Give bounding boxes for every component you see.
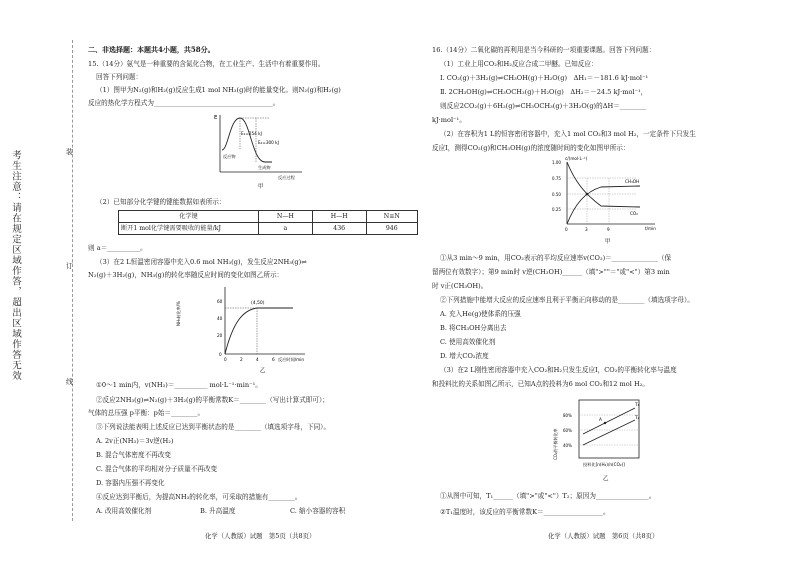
x-tick: 0 <box>224 357 227 362</box>
q16-sub3: ①从图中可知，T₁______（填">"或"<"）T₂；原因为________________。 <box>440 492 656 500</box>
option-b: B. 将CH₃OH分离出去 <box>440 324 507 332</box>
option-a: A. 改用高效催化剂 <box>96 507 152 515</box>
e1-label: E₁=254 kJ <box>241 131 262 136</box>
q15-intro: 回答下列问题： <box>96 73 143 81</box>
q15-sub1: ①0～1 min内，v(NH₃)＝__________ mol·L⁻¹·min⁻¹。 <box>96 381 262 389</box>
reaction-3: 则反应2CO₂(g)＋6H₂(g)⇌CH₃OCH₃(g)＋3H₂O(g)的ΔH＝________ <box>440 102 647 110</box>
y-tick: 60 <box>217 299 223 304</box>
page-footer-left: 化学（人教版）试题 第5页（共8页） <box>205 532 316 540</box>
x-tick: 2 <box>240 357 243 362</box>
option-d: D. 容器内压强不再变化 <box>96 479 165 487</box>
reaction-1: Ⅰ. CO₂(g)＋3H₂(g)⇌CH₃OH(g)＋H₂O(g) ΔH₁＝－181.6 kJ·mol⁻¹ <box>440 74 649 82</box>
q15-part3-text-2: N₂(g)＋3H₂(g)，NH₃(g)的转化率随反应时间的变化如图乙所示： <box>88 271 284 279</box>
q16-part2-text: （2）在容积为1 L的恒容密闭容器中，充入1 mol CO₂和3 mol H₂，一定条件下只发生 <box>440 130 696 138</box>
option-a: A. 充入He(g)使体系的压强 <box>440 310 521 318</box>
q16-part2-text-2: 反应Ⅰ，测得CO₂(g)和CH₃OH(g)的浓度随时间的变化如图甲所示： <box>432 144 630 152</box>
option-c: C. 混合气体的平均相对分子质量不再改变 <box>96 465 218 473</box>
option-d: D. 增大CO₂浓度 <box>440 352 489 360</box>
equil-y-axis: CO₂的平衡转化率 <box>553 428 558 460</box>
table-cell: 946 <box>366 223 417 235</box>
q16-sub1: ①从3 min～9 min，用CO₂表示的平均反应速率v(CO₂)＝______________（保 <box>440 254 672 262</box>
conversion-y-axis: NH₃转化率/% <box>176 301 181 326</box>
point-a-label: A <box>599 417 602 422</box>
table-header: N≡N <box>366 211 417 223</box>
q15-stem: 15.（14分）氨气是一种重要的含氮化合物，在工业生产、生活中有着重要作用。 <box>88 60 325 68</box>
table-cell: 断开1 mol化学键需要吸收的能量/kJ <box>119 223 259 235</box>
bond-energy-table <box>118 210 418 235</box>
y-tick: 40% <box>563 443 572 448</box>
option-c: C. 缩小容器的容积 <box>290 507 346 515</box>
y-tick: 60% <box>563 428 572 433</box>
equilibrium-chart <box>545 390 670 485</box>
binding-mark-3: 线 <box>66 378 73 386</box>
section-heading: 二、非选择题：本题共4小题，共58分。 <box>88 45 215 54</box>
reaction-3-unit: kJ·mol⁻¹。 <box>432 116 466 124</box>
conversion-chart <box>176 282 315 374</box>
y-tick: 1.00 <box>552 160 561 165</box>
point-label: (4,50) <box>251 301 265 306</box>
q15-part2-text: （2）已知部分化学键的键能数据如表所示： <box>96 198 226 206</box>
q16-part3-text: （3）在2 L刚性密闭容器中充入CO₂和H₂只发生反应Ⅰ，CO₂的平衡转化率与温度 <box>440 366 677 374</box>
q16-sub4: ②T₁温度时，该反应的平衡常数K＝__________________。 <box>440 508 610 516</box>
figure-caption: 甲 <box>258 184 264 190</box>
binding-line <box>72 40 73 521</box>
x-tick: 3 <box>585 227 588 232</box>
product-label: 生成物 <box>258 165 271 170</box>
e2-label: E₂=300 kJ <box>258 140 279 145</box>
series-label-ch3oh: CH₃OH <box>625 179 640 184</box>
q15-part1-text-2: 反应的热化学方程式为____________________________________。 <box>88 99 280 107</box>
table-header-row <box>119 211 418 223</box>
series-label-t2: T₂ <box>635 415 640 420</box>
exam-notice: 考生注意：请在规定区域作答，超出区域作答无效 <box>10 150 21 381</box>
q15-sub2-b: 气体的总压强 p平衡：p始＝________。 <box>88 409 205 417</box>
option-b: B. 混合气体密度不再改变 <box>96 451 171 459</box>
q16-sub1-b: 留两位有效数字）；第9 min时 v逆(CH₃OH)______（填">""＝"或"<"）第3 min <box>432 268 670 276</box>
option-b: B. 升高温度 <box>200 507 236 515</box>
y-tick: 80% <box>563 413 572 418</box>
table-header: 化学键 <box>119 211 259 223</box>
series-label-t1: T₁ <box>635 402 640 407</box>
energy-x-axis: 反应过程 <box>278 175 295 180</box>
series-label-co2: CO₂ <box>630 211 638 216</box>
conc-x-axis: t/min <box>645 226 656 231</box>
q16-part1-text: （1）工业上用CO₂和H₂反应合成二甲醚。已知反应： <box>440 60 598 68</box>
option-c: C. 使用高效催化剂 <box>440 338 496 346</box>
q16-part3-text-2: 和投料比的关系如图乙所示，已知A点的投料为6 mol CO₂和12 mol H₂。 <box>432 380 649 388</box>
table-row <box>119 223 418 235</box>
y-tick: 0.75 <box>552 176 561 181</box>
figure-caption: 乙 <box>603 476 609 482</box>
x-tick: 6 <box>272 357 275 362</box>
y-tick: 0.50 <box>552 192 561 197</box>
q15-part3-text: （3）在2 L恒温密闭容器中充入0.6 mol NH₃(g)，发生反应2NH₃(g)⇌ <box>96 258 307 266</box>
x-tick: 0 <box>565 227 568 232</box>
equil-x-axis: 投料比[n(H₂)/n(CO₂)] <box>583 462 625 467</box>
q15-part1-text: （1）图甲为N₂(g)和H₂(g)反应生成1 mol NH₃(g)时的能量变化。则N₂(g)和H₂(g) <box>96 86 341 94</box>
y-tick: 40 <box>217 316 223 321</box>
x-tick: 4 <box>256 357 259 362</box>
q16-sub1-c: 时 v正(CH₃OH)。 <box>432 282 488 290</box>
q15-sub3: ③下列说法能表明上述反应已达到平衡状态的是________（填选项字母，下同）。 <box>96 423 331 431</box>
y-tick: 0.25 <box>552 207 561 212</box>
option-a: A. 2v正(NH₃)＝3v逆(H₂) <box>96 437 174 445</box>
table-cell: a <box>259 223 313 235</box>
q15-sub4: ④反应达到平衡后，为提高NH₃的转化率，可采取的措施有________。 <box>96 493 302 501</box>
energy-diagram <box>210 110 310 190</box>
concentration-chart <box>545 154 670 246</box>
reactant-label: 反应物 <box>223 154 236 159</box>
conversion-x-axis: 反应时间/min <box>278 357 305 362</box>
reaction-2: Ⅱ. 2CH₃OH(g)⇌CH₃OCH₃(g)＋H₂O(g) ΔH₂＝－24.5 kJ·mol⁻¹， <box>440 88 648 96</box>
y-tick: 0 <box>219 352 222 357</box>
table-header: H—H <box>312 211 366 223</box>
q16-stem: 16.（14分）二氧化碳的再利用是当今科研的一项重要课题。回答下列问题： <box>432 46 656 54</box>
figure-caption: 乙 <box>260 368 266 374</box>
page-footer-right: 化学（人教版）试题 第6页（共8页） <box>548 532 659 540</box>
binding-mark-1: 装 <box>66 148 73 156</box>
y-tick: 20 <box>217 333 223 338</box>
conc-y-axis: c/(mol·L⁻¹) <box>565 156 588 161</box>
energy-y-axis: E <box>214 115 218 121</box>
q15-sub2: ②反应2NH₃(g)⇌N₂(g)＋3H₂(g)的平衡常数K＝________（写出计算式即可）； <box>96 396 329 404</box>
q16-sub2: ②下列措施中能增大反应的反应速率且利于平衡正向移动的是________（填选项字母）。 <box>440 296 694 304</box>
table-cell: 436 <box>312 223 366 235</box>
figure-caption: 甲 <box>605 239 611 245</box>
binding-mark-2: 订 <box>66 262 73 270</box>
table-header: N—H <box>259 211 313 223</box>
x-tick: 9 <box>607 227 610 232</box>
q15-part2-question: 则 a＝__________。 <box>88 244 147 252</box>
